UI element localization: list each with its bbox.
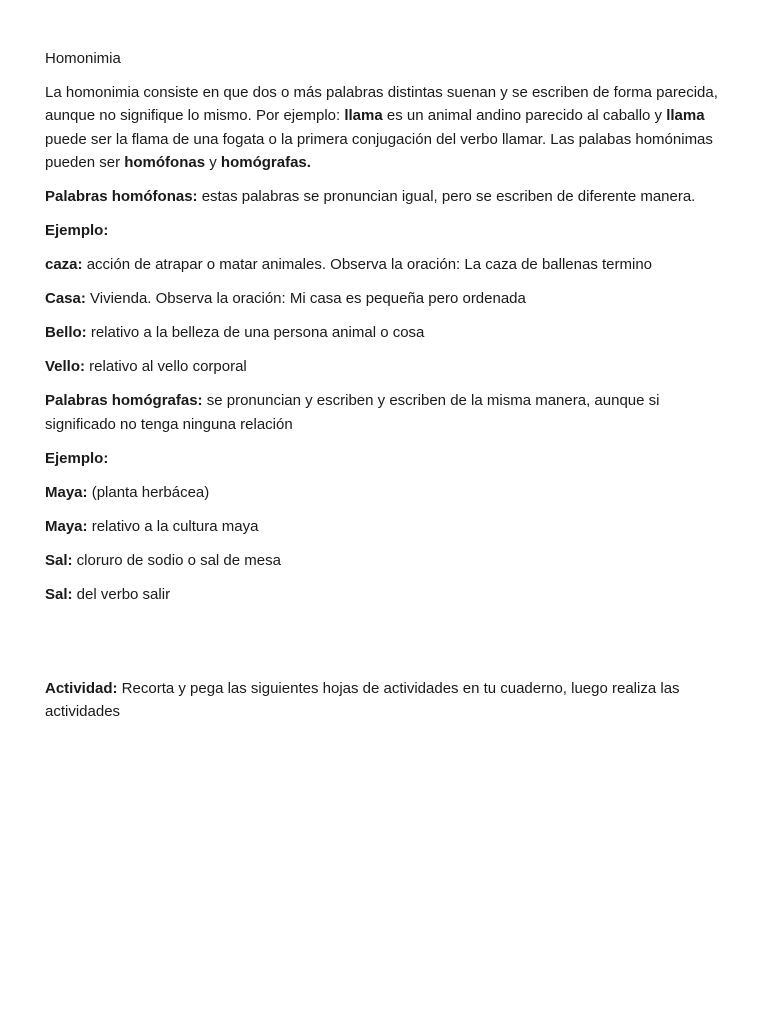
example-label-2-text: Ejemplo: <box>45 449 109 467</box>
example-text: cloruro de sodio o sal de mesa <box>72 551 281 569</box>
document-page <box>45 47 725 734</box>
example-term: Vello: <box>45 358 86 375</box>
intro-text-2: es un animal andino parecido al caballo y <box>382 107 667 124</box>
actividad-paragraph <box>45 677 725 724</box>
actividad-term: Actividad: <box>45 679 118 697</box>
example-text: del verbo salir <box>72 585 171 603</box>
example-term: Maya: <box>45 483 88 501</box>
intro-bold-llama-1: llama <box>344 107 383 124</box>
intro-bold-homofonas: homófonas <box>124 154 206 171</box>
homografas-definition <box>45 389 725 436</box>
intro-text-3: puede ser la flama de una fogata o la primera conjugación del verbo llamar. Las palabas homónimas pueden ser <box>45 130 713 171</box>
actividad-text: Recorta y pega las siguientes hojas de actividades en tu cuaderno, luego realiza las actividades <box>45 679 680 720</box>
homografas-text: se pronuncian y escriben y escriben de la misma manera, aunque si significado no tenga ninguna relación <box>45 392 660 433</box>
homofonas-text: estas palabras se pronuncian igual, pero se escriben de diferente manera. <box>197 188 696 205</box>
example-text: relativo a la cultura maya <box>87 517 259 535</box>
example-vello <box>45 355 725 379</box>
example-caza <box>45 253 725 277</box>
example-sal-1 <box>45 549 725 573</box>
example-text: (planta herbácea) <box>87 483 210 501</box>
example-label-2 <box>45 447 725 471</box>
blank-space <box>45 617 725 677</box>
example-text: relativo a la belleza de una persona animal o cosa <box>86 324 425 341</box>
intro-paragraph <box>45 81 725 175</box>
intro-text-4: y <box>205 154 221 171</box>
intro-bold-homografas: homógrafas. <box>220 154 311 171</box>
example-text: Vivienda. Observa la oración: Mi casa es pequeña pero ordenada <box>85 290 526 307</box>
example-term: Sal: <box>45 585 73 603</box>
example-term: Casa: <box>45 290 86 307</box>
document-title <box>45 47 725 71</box>
example-bello <box>45 321 725 345</box>
example-sal-2 <box>45 583 725 607</box>
example-term: caza: <box>45 256 83 273</box>
intro-text-1: La homonimia consiste en que dos o más palabras distintas suenan y se escriben de forma parecida, aunque no signifique lo mismo. Por ejemplo: <box>45 83 718 124</box>
example-text: relativo al vello corporal <box>85 358 247 375</box>
homofonas-term: Palabras homófonas: <box>45 188 198 205</box>
example-text: acción de atrapar o matar animales. Observa la oración: La caza de ballenas termino <box>82 256 653 273</box>
example-maya-2 <box>45 515 725 539</box>
homofonas-definition <box>45 185 725 209</box>
example-maya-1 <box>45 481 725 505</box>
example-term: Maya: <box>45 517 88 535</box>
example-term: Sal: <box>45 551 73 569</box>
homografas-term: Palabras homógrafas: <box>45 392 203 409</box>
intro-bold-llama-2: llama <box>666 107 705 124</box>
example-label-1 <box>45 219 725 243</box>
example-term: Bello: <box>45 324 87 341</box>
title-text: Homonimia <box>45 50 121 67</box>
example-label-1-text: Ejemplo: <box>45 222 109 239</box>
example-casa <box>45 287 725 311</box>
